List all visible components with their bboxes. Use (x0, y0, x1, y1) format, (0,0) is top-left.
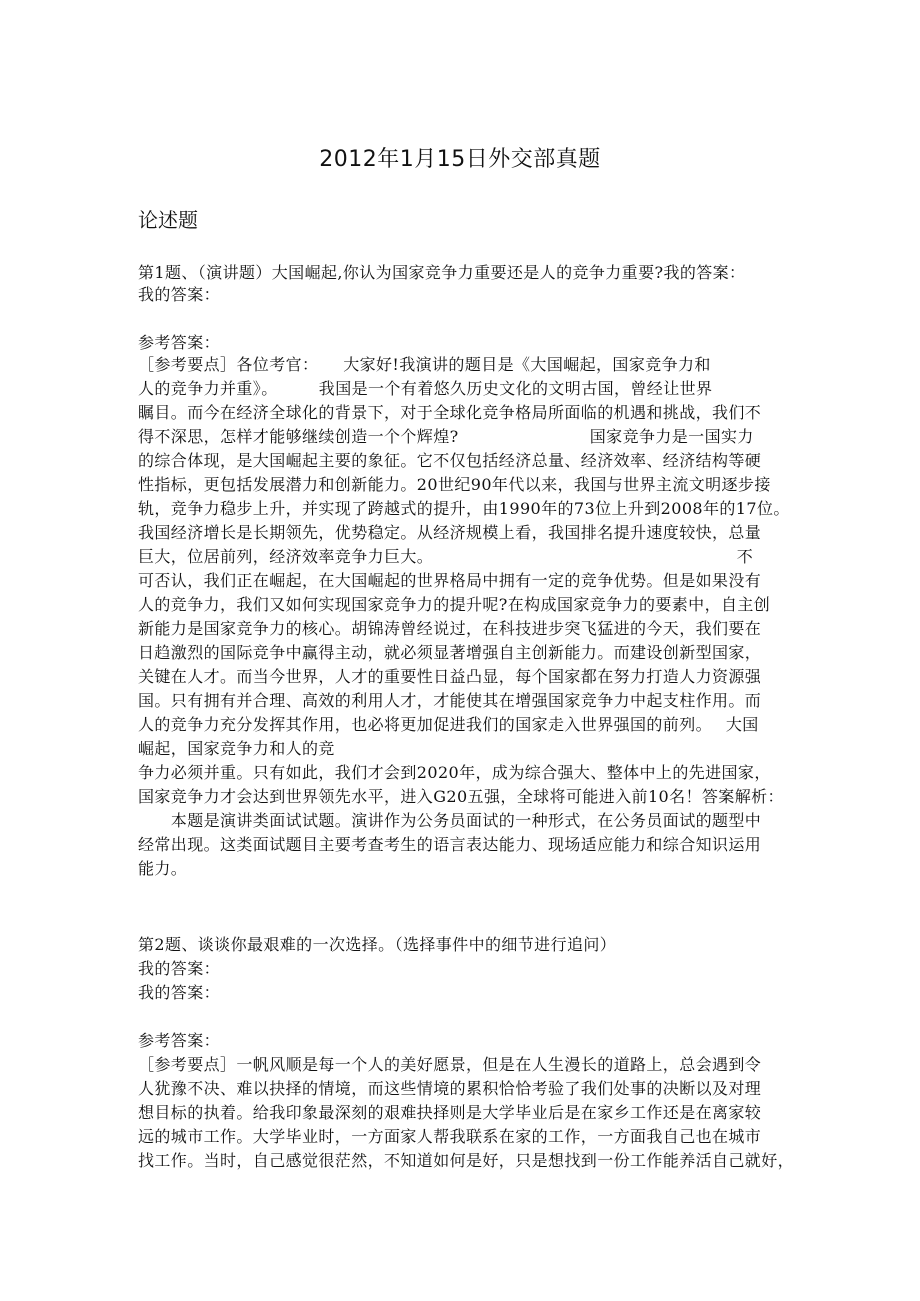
answer-line: 得不深思，怎样才能够继续创造一个个辉煌? 国家竞争力是一国实力 (138, 427, 754, 446)
my-answer-label: 我的答案： (138, 285, 221, 304)
answer-line: 能力。 (138, 859, 188, 878)
answer-line: 争力必须并重。只有如此，我们才会到2020年，成为综合强大、整体中上的先进国家， (138, 763, 771, 782)
answer-line: 找工作。当时，自己感觉很茫然，不知道如何是好，只是想找到一份工作能养活自己就好， (138, 1151, 795, 1170)
page-title: 2012年1月15日外交部真题 (319, 147, 601, 172)
answer-line: 人的竞争力充分发挥其作用，也必将更加促进我们的国家走入世界强国的前列。 大国 (138, 715, 759, 734)
my-answer-label: 我的答案： (138, 959, 221, 978)
answer-line: 新能力是国家竞争力的核心。胡锦涛曾经说过，在科技进步突飞猛进的今天，我们要在 (138, 619, 762, 638)
reference-answer-label: 参考答案： (138, 1031, 221, 1050)
section-heading: 论述题 (138, 208, 198, 232)
my-answer-label: 我的答案： (138, 983, 221, 1002)
answer-line: 人的竞争力并重》。 我国是一个有着悠久历史文化的文明古国，曾经让世界 (138, 379, 713, 398)
answer-line: 经常出现。这类面试题目主要考查考生的语言表达能力、现场适应能力和综合知识运用 (138, 835, 762, 854)
reference-answer-label: 参考答案： (138, 333, 221, 352)
answer-line: 关键在人才。而当今世界，人才的重要性日益凸显，每个国家都在努力打造人力资源强 (138, 667, 762, 686)
answer-line: 轨，竞争力稳步上升，并实现了跨越式的提升，由1990年的73位上升到2008年的17位。 (138, 499, 790, 518)
answer-line: 想目标的执着。给我印象最深刻的艰难抉择则是大学毕业后是在家乡工作还是在离家较 (138, 1103, 762, 1122)
answer-line: 本题是演讲类面试试题。演讲作为公务员面试的一种形式，在公务员面试的题型中 (138, 811, 762, 830)
answer-line: 性指标，更包括发展潜力和创新能力。20世纪90年代以来，我国与世界主流文明逐步接 (138, 475, 771, 494)
question-2: 第2题、谈谈你最艰难的一次选择。（选择事件中的细节进行追问） (138, 935, 617, 954)
answer-line: 国家竞争力才会达到世界领先水平，进入G20五强，全球将可能进入前10名！答案解析： (138, 787, 784, 806)
answer-line: 日趋激烈的国际竞争中赢得主动，就必须显著增强自主创新能力。而建设创新型国家， (138, 643, 762, 662)
answer-line: 远的城市工作。大学毕业时，一方面家人帮我联系在家的工作，一方面我自己也在城市 (138, 1127, 762, 1146)
answer-line: 瞩目。而今在经济全球化的背景下，对于全球化竞争格局所面临的机遇和挑战，我们不 (138, 403, 762, 422)
answer-line: 国。只有拥有并合理、高效的利用人才，才能使其在增强国家竞争力中起支柱作用。而 (138, 691, 762, 710)
answer-line: 我国经济增长是长期领先，优势稳定。从经济规模上看，我国排名提升速度较快，总量 (138, 523, 762, 542)
answer-line: 的综合体现，是大国崛起主要的象征。它不仅包括经济总量、经济效率、经济结构等硬 (138, 451, 762, 470)
answer-line: 崛起，国家竞争力和人的竞 (138, 739, 335, 758)
answer-line: 可否认，我们正在崛起，在大国崛起的世界格局中拥有一定的竞争优势。但是如果没有 (138, 571, 762, 590)
answer-line: 人犹豫不决、难以抉择的情境，而这些情境的累积恰恰考验了我们处事的决断以及对理 (138, 1079, 762, 1098)
answer-line: ［参考要点］一帆风顺是每一个人的美好愿景，但是在人生漫长的道路上，总会遇到令 (138, 1055, 762, 1074)
question-1: 第1题、（演讲题）大国崛起,你认为国家竞争力重要还是人的竞争力重要?我的答案： (138, 263, 746, 282)
answer-line: 人的竞争力，我们又如何实现国家竞争力的提升呢?在构成国家竞争力的要素中，自主创 (138, 595, 771, 614)
answer-line: ［参考要点］各位考官： 大家好!我演讲的题目是《大国崛起，国家竞争力和 (138, 355, 711, 374)
answer-line: 巨大，位居前列，经济效率竞争力巨大。 不 (138, 547, 754, 566)
